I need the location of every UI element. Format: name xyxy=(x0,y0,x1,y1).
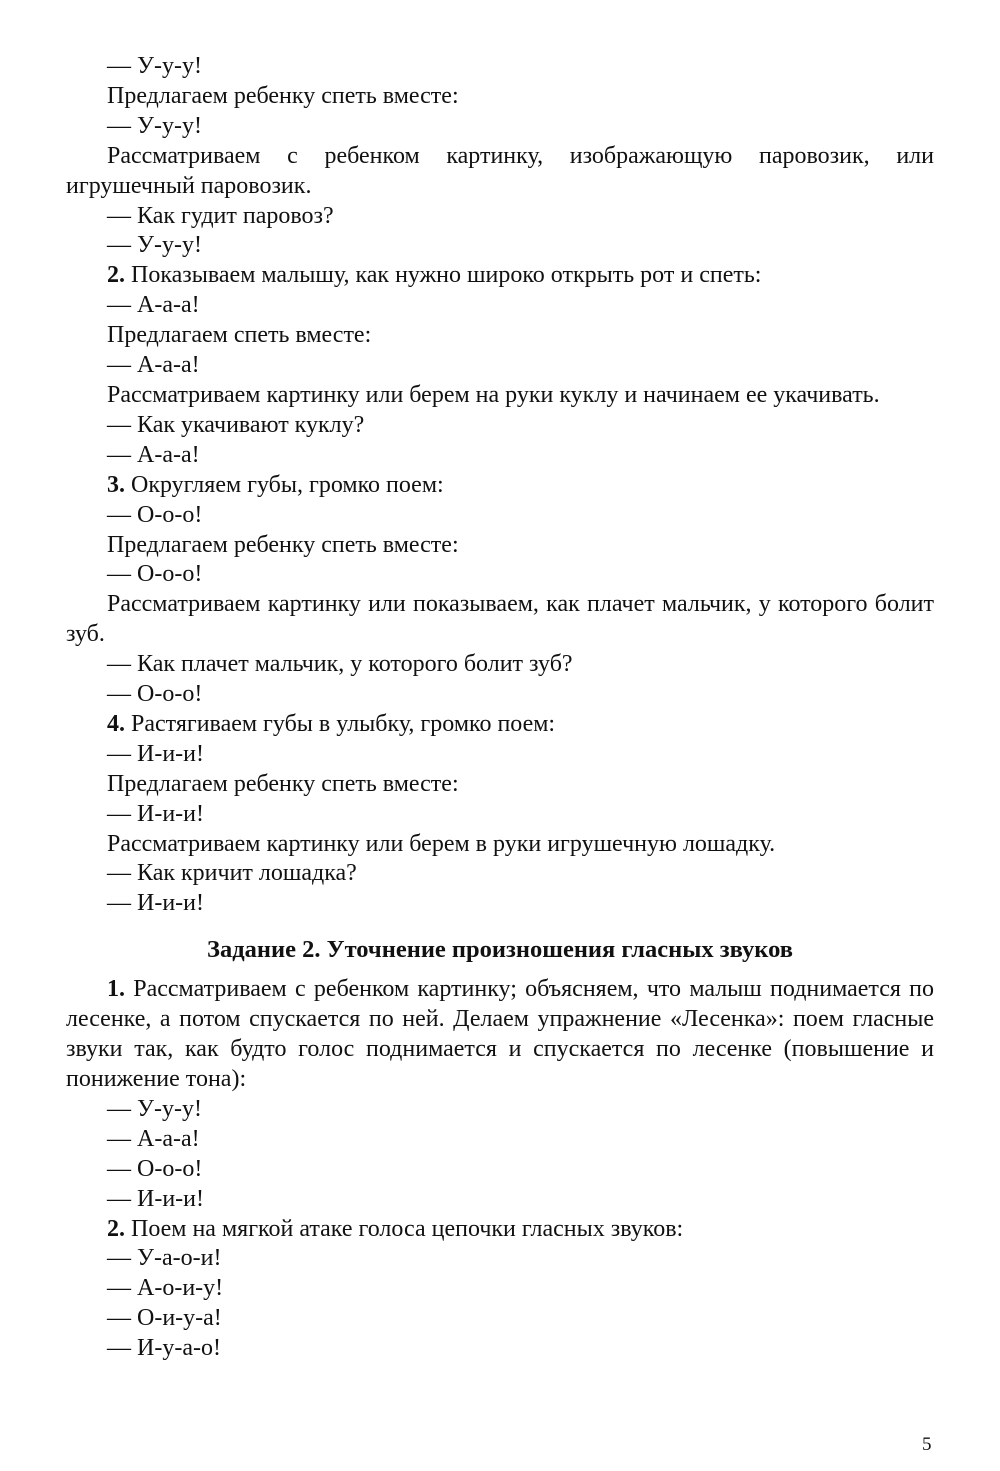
dialogue-line: — И-у-а-о! xyxy=(107,1335,221,1362)
step-number: 4. xyxy=(107,710,125,737)
paragraph: Рассматриваем картинку или показываем, как плачет мальчик, у которого болит зуб. xyxy=(66,591,934,648)
dialogue-line: — Как кричит лошадка? xyxy=(107,860,357,887)
dialogue-line: — У-у-у! xyxy=(107,232,202,259)
text-line: Рассматриваем картинку или берем в руки игрушечную лошадку. xyxy=(107,830,776,857)
text-line: Предлагаем спеть вместе: xyxy=(107,322,372,349)
section-heading: Задание 2. Уточнение произношения гласных звуков xyxy=(207,936,793,964)
dialogue-line: — О-о-о! xyxy=(107,501,203,528)
text-line: Рассматриваем картинку или берем на руки куклу и начинаем ее укачивать. xyxy=(107,381,880,408)
paragraph: Рассматриваем с ребенком картинку, изображающую паровозик, или игрушечный паровозик. xyxy=(66,142,934,199)
step-text: Округляем губы, громко поем: xyxy=(125,471,444,498)
dialogue-line: — О-о-о! xyxy=(107,561,203,588)
text-body xyxy=(66,52,934,1364)
numbered-step xyxy=(66,1215,934,1245)
dialogue-line: — А-о-и-у! xyxy=(107,1275,224,1302)
dialogue-line: — А-а-а! xyxy=(107,441,200,468)
dialogue-line: — И-и-и! xyxy=(107,740,204,767)
dialogue-line: — У-у-у! xyxy=(107,112,202,139)
dialogue-line: — О-о-о! xyxy=(107,1155,203,1182)
step-text: Поем на мягкой атаке голоса цепочки гласных звуков: xyxy=(125,1215,684,1242)
dialogue-line: — О-о-о! xyxy=(107,681,203,708)
dialogue-line: — Как укачивают куклу? xyxy=(107,411,365,438)
dialogue-line: — И-и-и! xyxy=(107,890,204,917)
dialogue-line: — У-у-у! xyxy=(107,1095,202,1122)
numbered-step xyxy=(66,471,934,501)
dialogue-line: — У-а-о-и! xyxy=(107,1245,222,1272)
step-number: 2. xyxy=(107,1215,125,1242)
page-number: 5 xyxy=(922,1434,932,1455)
text-line: Предлагаем ребенку спеть вместе: xyxy=(107,82,459,109)
dialogue-line: — А-а-а! xyxy=(107,352,200,379)
dialogue-line: — А-а-а! xyxy=(107,292,200,319)
step-number: 3. xyxy=(107,471,125,498)
paragraph xyxy=(66,975,934,1095)
text-line: Предлагаем ребенку спеть вместе: xyxy=(107,531,459,558)
step-text: Показываем малышу, как нужно широко открыть рот и спеть: xyxy=(125,262,762,289)
dialogue-line: — О-и-у-а! xyxy=(107,1305,222,1332)
dialogue-line: — Как плачет мальчик, у которого болит зуб? xyxy=(107,651,573,678)
dialogue-line: — У-у-у! xyxy=(107,53,202,79)
numbered-step xyxy=(66,710,934,740)
dialogue-line: — А-а-а! xyxy=(107,1125,200,1152)
step-number: 2. xyxy=(107,262,125,289)
text-line: Предлагаем ребенку спеть вместе: xyxy=(107,770,459,797)
step-text: Растягиваем губы в улыбку, громко поем: xyxy=(125,710,556,737)
step-text: Рассматриваем с ребенком картинку; объясняем, что малыш поднимается по лесенке, а потом спускается по ней. Делаем упражнение «Лесенка»: поем гласные звуки так, как будто голос поднимается и спускается по лесенке (повышение и понижение тона): xyxy=(66,976,934,1092)
dialogue-line: — И-и-и! xyxy=(107,800,204,827)
dialogue-line: — И-и-и! xyxy=(107,1185,204,1212)
dialogue-line: — Как гудит паровоз? xyxy=(107,202,334,229)
numbered-step xyxy=(66,261,934,291)
step-number: 1. xyxy=(107,976,125,1003)
